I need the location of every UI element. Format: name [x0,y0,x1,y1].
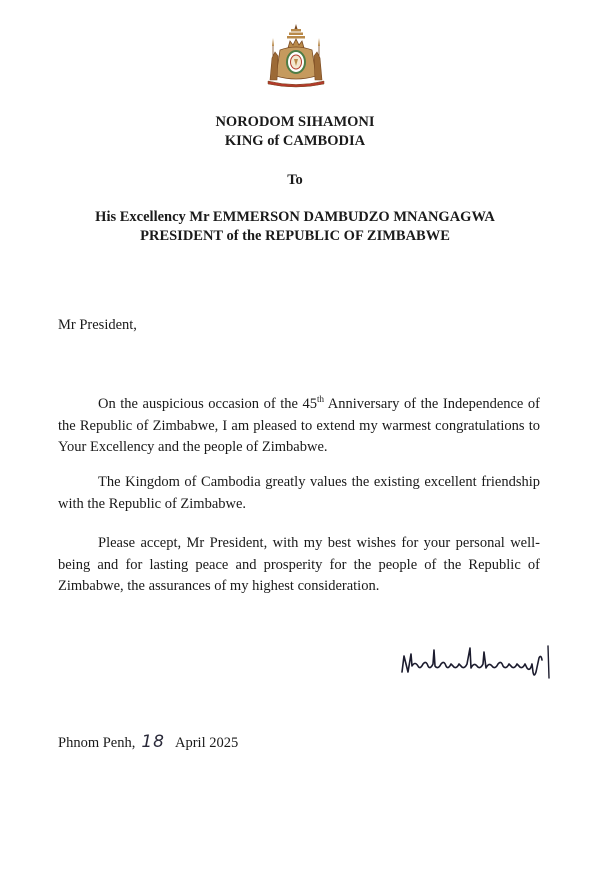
place: Phnom Penh, [58,735,136,751]
paragraph-congratulations: On the auspicious occasion of the 45th Anniversary of the Independence of the Republic of Zimbabwe, I am pleased to extend my warmest congratulations to Your Excellency and the people of Zimbabwe. [58,394,540,455]
month-year: April 2025 [174,735,239,751]
to-label: To [287,172,303,188]
recipient-name: His Excellency Mr EMMERSON DAMBUDZO MNANGAGWA [95,209,495,225]
handwritten-signature-icon [398,642,558,680]
sender-title: KING of CAMBODIA [224,133,366,149]
salutation: Mr President, [58,317,137,333]
paragraph-friendship: The Kingdom of Cambodia greatly values the existing excellent friendship with the Republic of Zimbabwe. [58,474,540,512]
sender-name: NORODOM SIHAMONI [215,114,375,130]
paragraph-closing: Please accept, Mr President, with my best wishes for your personal well-being and for lasting peace and prosperity for the people of the Republic of Zimbabwe, the assurances of my highest consideration. [58,535,540,594]
recipient-title: PRESIDENT of the REPUBLIC OF ZIMBABWE [140,228,450,244]
date-line [58,732,238,752]
handwritten-day: 18 [141,732,165,752]
royal-coat-of-arms-icon [264,22,328,88]
